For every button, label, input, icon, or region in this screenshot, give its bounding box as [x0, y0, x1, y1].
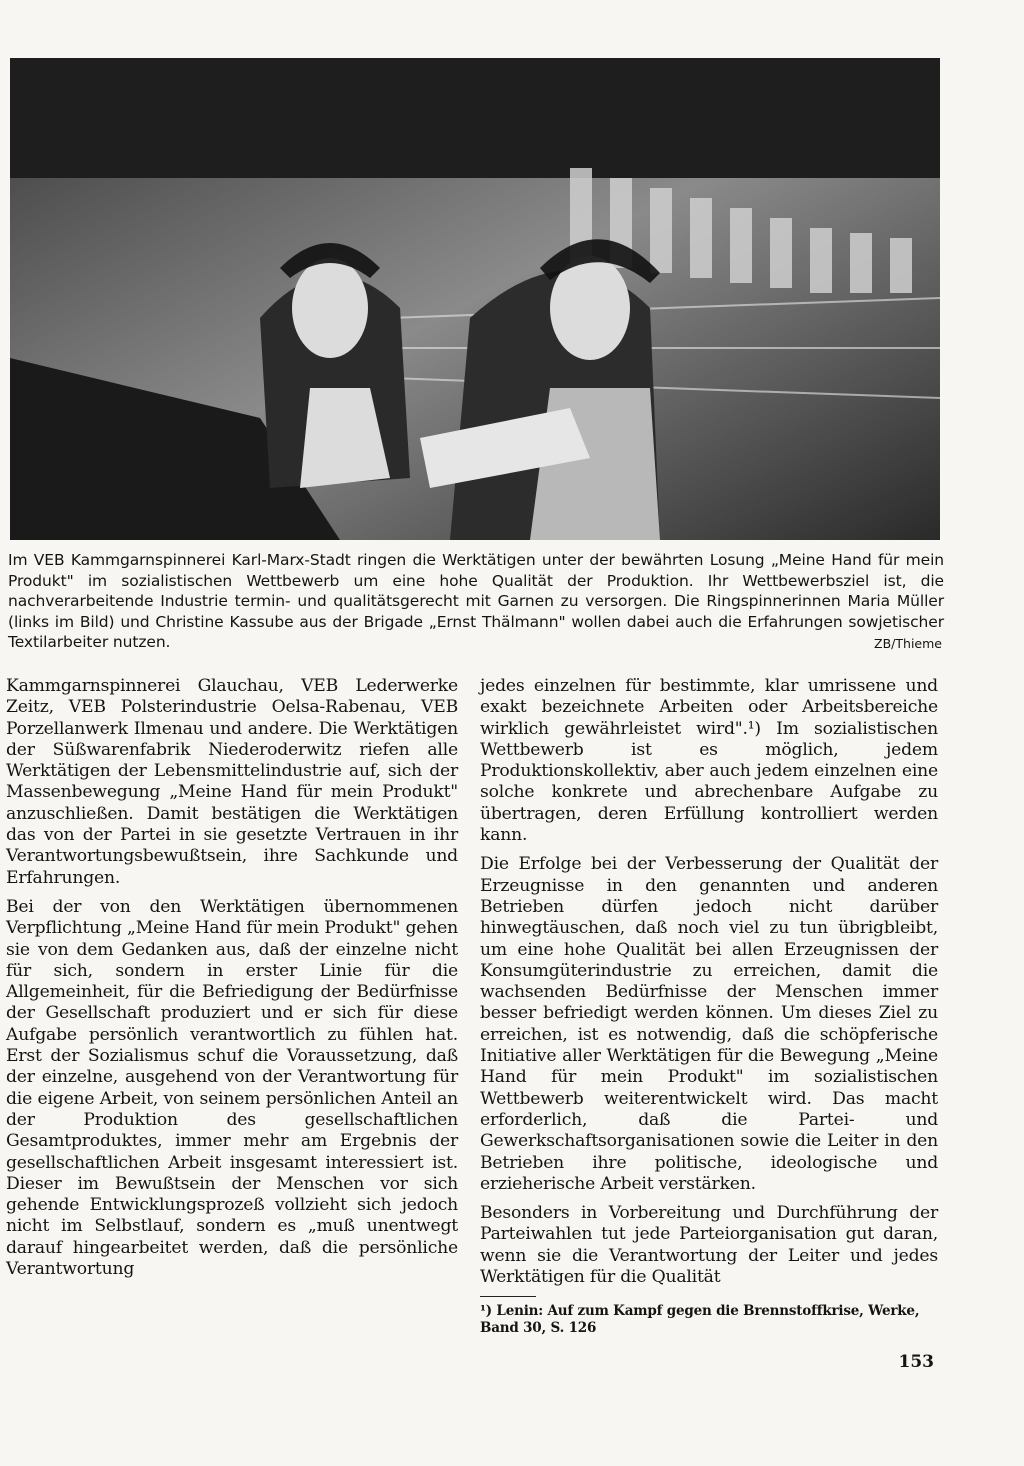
left-column	[6, 676, 458, 1288]
paragraph: Die Erfolge bei der Verbesserung der Qualität der Erzeugnisse in den genannten und anderen Betrieben dürfen jedoch nicht darüber hinwegtäuschen, daß noch viel zu tun übrigbleibt, um eine hohe Qualität bei allen Erzeugnissen der Konsumgüterindustrie zu erreichen, damit die wachsenden Bedürfnisse der Menschen immer besser befriedigt werden können. Um dieses Ziel zu erreichen, ist es notwendig, daß die schöpferische Initiative aller Werktätigen für die Bewegung „Meine Hand für mein Produkt" im sozialistischen Wettbewerb weiterentwickelt wird. Das macht erforderlich, daß die Partei- und Gewerkschaftsorganisationen sowie die Leiter in den Betrieben ihre politische, ideologische und erzieherische Arbeit verstärken.	[480, 854, 938, 1194]
paragraph: jedes einzelnen für bestimmte, klar umrissene und exakt bezeichnete Arbeiten oder Arbeitsbereiche wirklich gewährleistet wird".¹) Im sozialistischen Wettbewerb ist es möglich, jedem Produktionskollektiv, aber auch jedem einzelnen eine solche konkrete und abrechenbare Aufgabe zu übertragen, deren Erfüllung kontrolliert werden kann.	[480, 676, 938, 846]
paragraph: Bei der von den Werktätigen übernommenen Verpflichtung „Meine Hand für mein Produkt" gehen sie von dem Gedanken aus, daß der einzelne nicht für sich, sondern in erster Linie für die Allgemeinheit, für die Befriedigung der Bedürfnisse der Gesellschaft produziert und er sich für diese Aufgabe persönlich verantwortlich zu fühlen hat. Erst der Sozialismus schuf die Voraussetzung, daß der einzelne, ausgehend von der Verantwortung für die eigene Arbeit, von seinem persönlichen Anteil an der Produktion des gesellschaftlichen Gesamtproduktes, immer mehr am Ergebnis der gesellschaftlichen Arbeit insgesamt interessiert ist. Dieser im Bewußtsein der Menschen vor sich gehende Entwicklungsprozeß vollzieht sich jedoch nicht im Selbstlauf, sondern es „muß unentwegt darauf hingearbeitet werden, daß die persönliche Verantwortung	[6, 896, 458, 1280]
footnote-divider	[480, 1296, 536, 1297]
paragraph: Besonders in Vorbereitung und Durchführung der Parteiwahlen tut jede Parteiorganisation gut daran, wenn sie die Verantwortung der Leiter und jedes Werktätigen für die Qualität	[480, 1203, 938, 1288]
photo-caption: Im VEB Kammgarnspinnerei Karl-Marx-Stadt ringen die Werktätigen unter der bewährten Losung „Meine Hand für mein Produkt" im sozialistischen Wettbewerb um eine hohe Qualität der Produktion. Ihr Wettbewerbsziel ist, die nachverarbeitende Industrie termin- und qualitätsgerecht mit Garnen zu versorgen. Die Ringspinnerinnen Maria Müller (links im Bild) und Christine Kassube aus der Brigade „Ernst Thälmann" wollen dabei auch die Erfahrungen sowjetischer Textilarbeiter nutzen.	[8, 551, 944, 651]
right-column	[480, 676, 938, 1337]
spinning-mill-photo	[10, 58, 940, 540]
page-number: 153	[898, 1352, 934, 1372]
footnote: ¹) Lenin: Auf zum Kampf gegen die Brennstoffkrise, Werke, Band 30, S. 126	[480, 1303, 920, 1337]
paragraph: Kammgarnspinnerei Glauchau, VEB Lederwerke Zeitz, VEB Polsterindustrie Oelsa-Rabenau, VEB Porzellanwerk Ilmenau und andere. Die Werktätigen der Süßwarenfabrik Niederoderwitz riefen alle Werktätigen der Lebensmittelindustrie auf, sich der Massenbewegung „Meine Hand für mein Produkt" anzuschließen. Damit bestätigen die Werktätigen das von der Partei in sie gesetzte Vertrauen in ihr Verantwortungsbewußtsein, ihre Sachkunde und Erfahrungen.	[6, 676, 458, 888]
photo-credit: ZB/Thieme	[874, 636, 942, 651]
